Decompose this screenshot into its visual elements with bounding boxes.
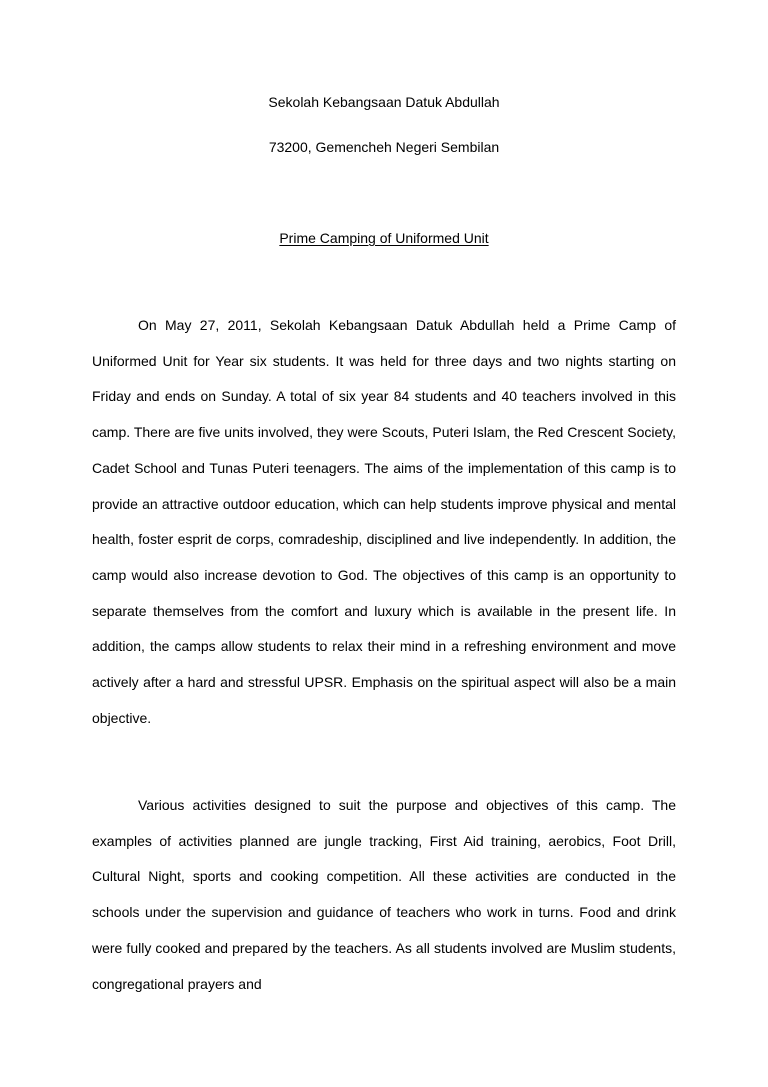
school-name: Sekolah Kebangsaan Datuk Abdullah — [268, 94, 500, 110]
body-paragraph-2: Various activities designed to suit the purpose and objectives of this camp. The examples of activities planned are jungle tracking, First Aid training, aerobics, Foot Drill, Cultural Night, sports and cooking competition. All these activities are conducted in the schools under the supervision and guidance of teachers who work in turns. Food and drink were fully cooked and prepared by the teachers. As all students involved are Muslim students, congregational prayers and — [92, 797, 676, 992]
body-paragraph-1: On May 27, 2011, Sekolah Kebangsaan Datuk Abdullah held a Prime Camp of Uniformed Unit for Year six students. It was held for three days and two nights starting on Friday and ends on Sunday. A total of six year 84 students and 40 teachers involved in this camp. There are five units involved, they were Scouts, Puteri Islam, the Red Crescent Society, Cadet School and Tunas Puteri teenagers. The aims of the implementation of this camp is to provide an attractive outdoor education, which can help students improve physical and mental health, foster esprit de corps, comradeship, disciplined and live independently. In addition, the camp would also increase devotion to God. The objectives of this camp is an opportunity to separate themselves from the comfort and luxury which is available in the present life. In addition, the camps allow students to relax their mind in a refreshing environment and move actively after a hard and stressful UPSR. Emphasis on the spiritual aspect will also be a main objective. — [92, 317, 676, 726]
school-address: 73200, Gemencheh Negeri Sembilan — [268, 139, 500, 155]
document-title: Prime Camping of Uniformed Unit — [279, 230, 489, 246]
